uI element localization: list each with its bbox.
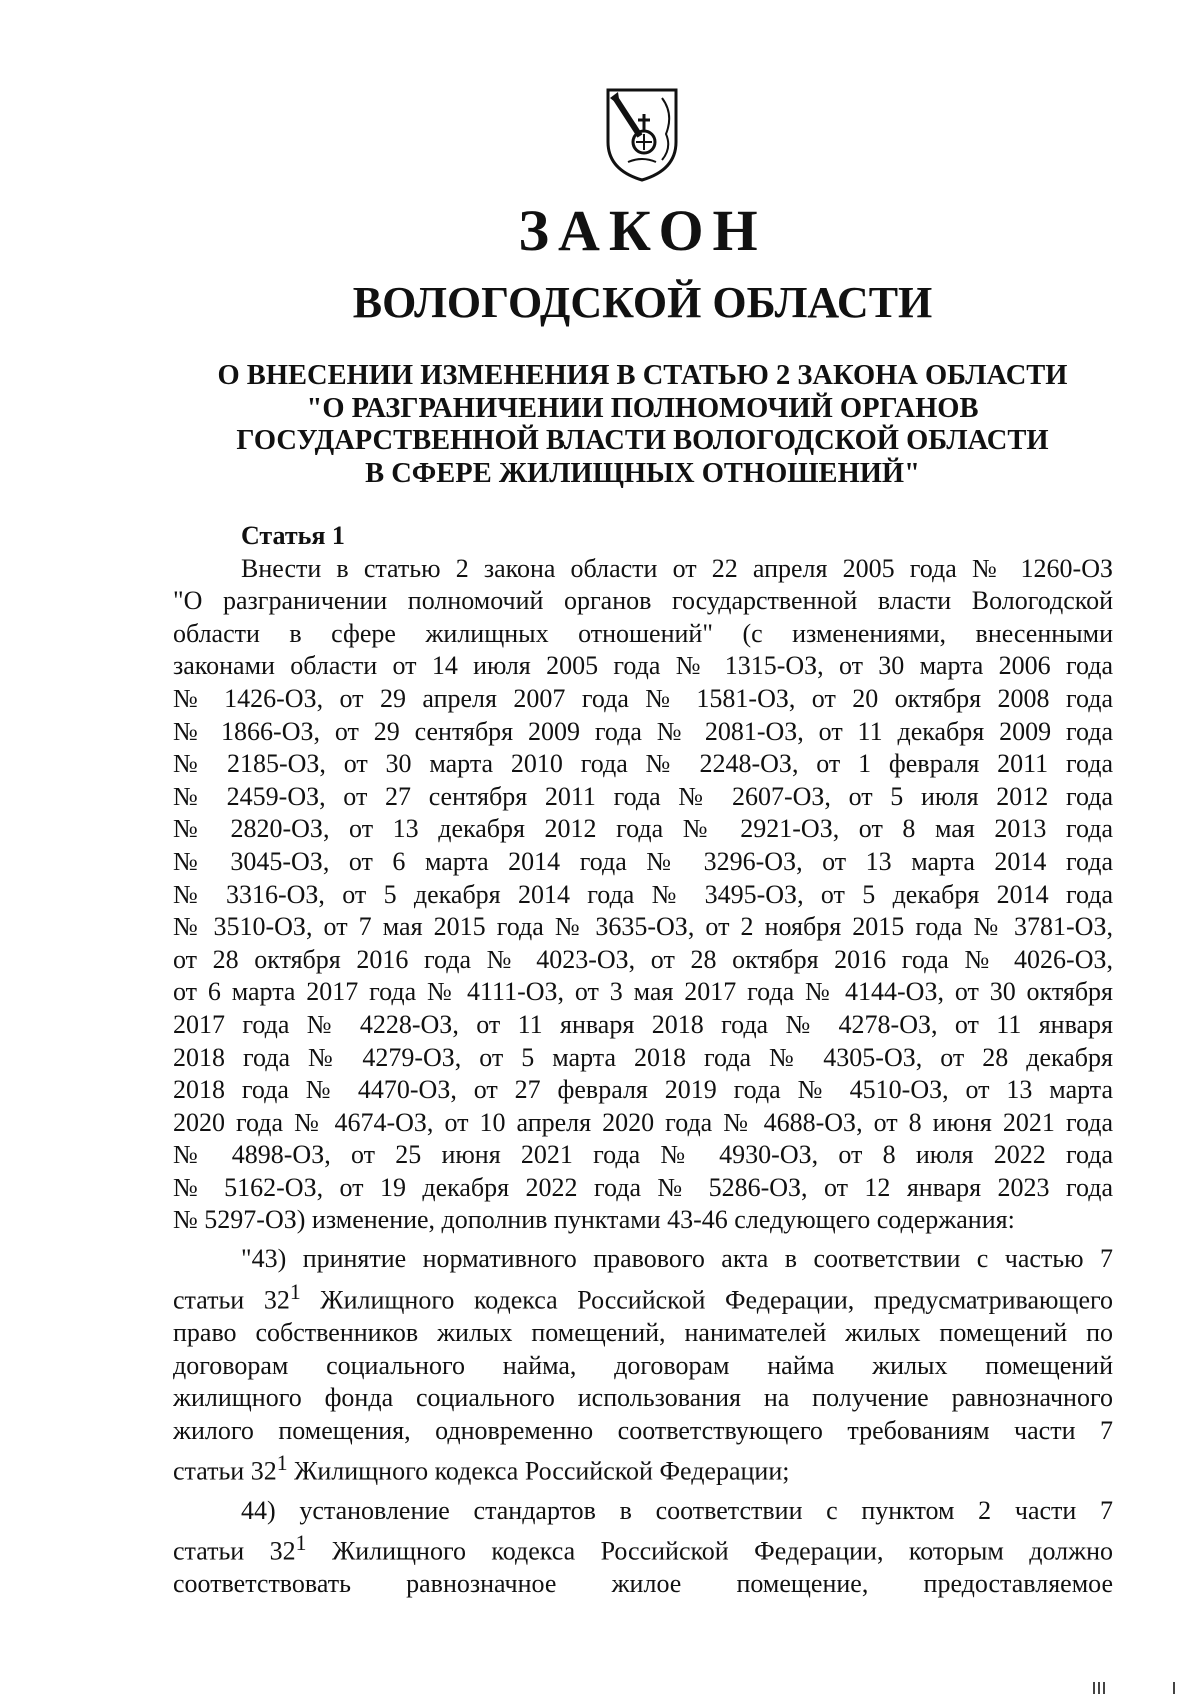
- text-line: 2018 года № 4470-ОЗ, от 27 февраля 2019 года № 4510-ОЗ, от 13 марта: [173, 1075, 1113, 1105]
- subtitle-line: ГОСУДАРСТВЕННОЙ ВЛАСТИ ВОЛОГОДСКОЙ ОБЛАСТИ: [236, 425, 1049, 456]
- article-intro: [173, 553, 1113, 1237]
- text-line: жилого помещения, одновременно соответствующего требованиям части 7: [173, 1415, 1113, 1445]
- paragraph-44: [173, 1495, 1113, 1601]
- text-line: № 3045-ОЗ, от 6 марта 2014 года № 3296-ОЗ, от 13 марта 2014 года: [173, 846, 1113, 876]
- scan-artifact: [1098, 1682, 1100, 1694]
- text-line: "43) принятие нормативного правового акта в соответствии с частью 7: [241, 1244, 1113, 1274]
- text-line: 44) установление стандартов в соответствии с пунктом 2 части 7: [241, 1495, 1113, 1525]
- text-line: законами области от 14 июля 2005 года № 1315-ОЗ, от 30 марта 2006 года: [173, 651, 1113, 681]
- text-line: № 2185-ОЗ, от 30 марта 2010 года № 2248-ОЗ, от 1 февраля 2011 года: [173, 749, 1113, 779]
- text-line: № 1426-ОЗ, от 29 апреля 2007 года № 1581-ОЗ, от 20 октября 2008 года: [173, 683, 1113, 713]
- text-line: статьи $32^1$ Жилищного кодекса Российской Федерации;: [173, 1451, 790, 1486]
- law-subtitle: [0, 360, 1200, 490]
- scan-artifact: [1103, 1682, 1105, 1694]
- text-line: № 2459-ОЗ, от 27 сентября 2011 года № 2607-ОЗ, от 5 июля 2012 года: [173, 781, 1113, 811]
- text-line: от 28 октября 2016 года № 4023-ОЗ, от 28 октября 2016 года № 4026-ОЗ,: [173, 944, 1113, 974]
- article-body: [173, 520, 1113, 1601]
- scan-artifact: [1173, 1682, 1175, 1694]
- text-line: соответствовать равнозначное жилое помещение, предоставляемое: [173, 1569, 1113, 1599]
- text-line: право собственников жилых помещений, нанимателей жилых помещений по: [173, 1317, 1113, 1347]
- text-line: жилищного фонда социального использования на получение равнозначного: [173, 1383, 1113, 1413]
- text-line: от 6 марта 2017 года № 4111-ОЗ, от 3 мая 2017 года № 4144-ОЗ, от 30 октября: [173, 977, 1113, 1007]
- text-line: "О разграничении полномочий органов государственной власти Вологодской: [173, 586, 1113, 616]
- text-line: 2018 года № 4279-ОЗ, от 5 марта 2018 года № 4305-ОЗ, от 28 декабря: [173, 1042, 1113, 1072]
- text-line: № 4898-ОЗ, от 25 июня 2021 года № 4930-ОЗ, от 8 июля 2022 года: [173, 1140, 1113, 1170]
- coat-of-arms-icon: [600, 84, 684, 184]
- text-line: области в сфере жилищных отношений" (с изменениями, внесенными: [173, 618, 1113, 648]
- text-line: № 3316-ОЗ, от 5 декабря 2014 года № 3495-ОЗ, от 5 декабря 2014 года: [173, 879, 1113, 909]
- text-line: № 1866-ОЗ, от 29 сентября 2009 года № 2081-ОЗ, от 11 декабря 2009 года: [173, 716, 1113, 746]
- text-line: Внести в статью 2 закона области от 22 апреля 2005 года № 1260-ОЗ: [241, 553, 1113, 583]
- text-line: № 2820-ОЗ, от 13 декабря 2012 года № 2921-ОЗ, от 8 мая 2013 года: [173, 814, 1113, 844]
- text-line: статьи $32^1$ Жилищного кодекса Российской Федерации, которым должно: [173, 1531, 1113, 1566]
- subtitle-line: "О РАЗГРАНИЧЕНИИ ПОЛНОМОЧИЙ ОРГАНОВ: [306, 392, 979, 424]
- superscript: 1: [295, 1531, 307, 1556]
- text-line: № 5297-ОЗ) изменение, дополнив пунктами 43-46 следующего содержания:: [173, 1205, 1015, 1235]
- text-line: 2017 года № 4228-ОЗ, от 11 января 2018 года № 4278-ОЗ, от 11 января: [173, 1009, 1113, 1039]
- article-heading: Статья 1: [241, 521, 345, 550]
- law-title: ЗАКОН: [518, 198, 767, 263]
- text-line: 2020 года № 4674-ОЗ, от 10 апреля 2020 года № 4688-ОЗ, от 8 июня 2021 года: [173, 1107, 1113, 1137]
- subtitle-line: В СФЕРЕ ЖИЛИЩНЫХ ОТНОШЕНИЙ": [365, 457, 920, 489]
- scan-artifact: [1093, 1682, 1095, 1694]
- text-line: статьи $32^1$ Жилищного кодекса Российской Федерации, предусматривающего: [173, 1279, 1113, 1315]
- subtitle-line: О ВНЕСЕНИИ ИЗМЕНЕНИЯ В СТАТЬЮ 2 ЗАКОНА ОБЛАСТИ: [217, 360, 1068, 391]
- region-title: ВОЛОГОДСКОЙ ОБЛАСТИ: [352, 278, 933, 327]
- text-line: договорам социального найма, договорам найма жилых помещений: [173, 1350, 1113, 1380]
- superscript: 1: [276, 1451, 288, 1476]
- text-line: № 5162-ОЗ, от 19 декабря 2022 года № 5286-ОЗ, от 12 января 2023 года: [173, 1172, 1113, 1202]
- text-line: № 3510-ОЗ, от 7 мая 2015 года № 3635-ОЗ, от 2 ноября 2015 года № 3781-ОЗ,: [173, 912, 1113, 942]
- superscript: 1: [289, 1279, 301, 1304]
- paragraph-43: [173, 1243, 1113, 1488]
